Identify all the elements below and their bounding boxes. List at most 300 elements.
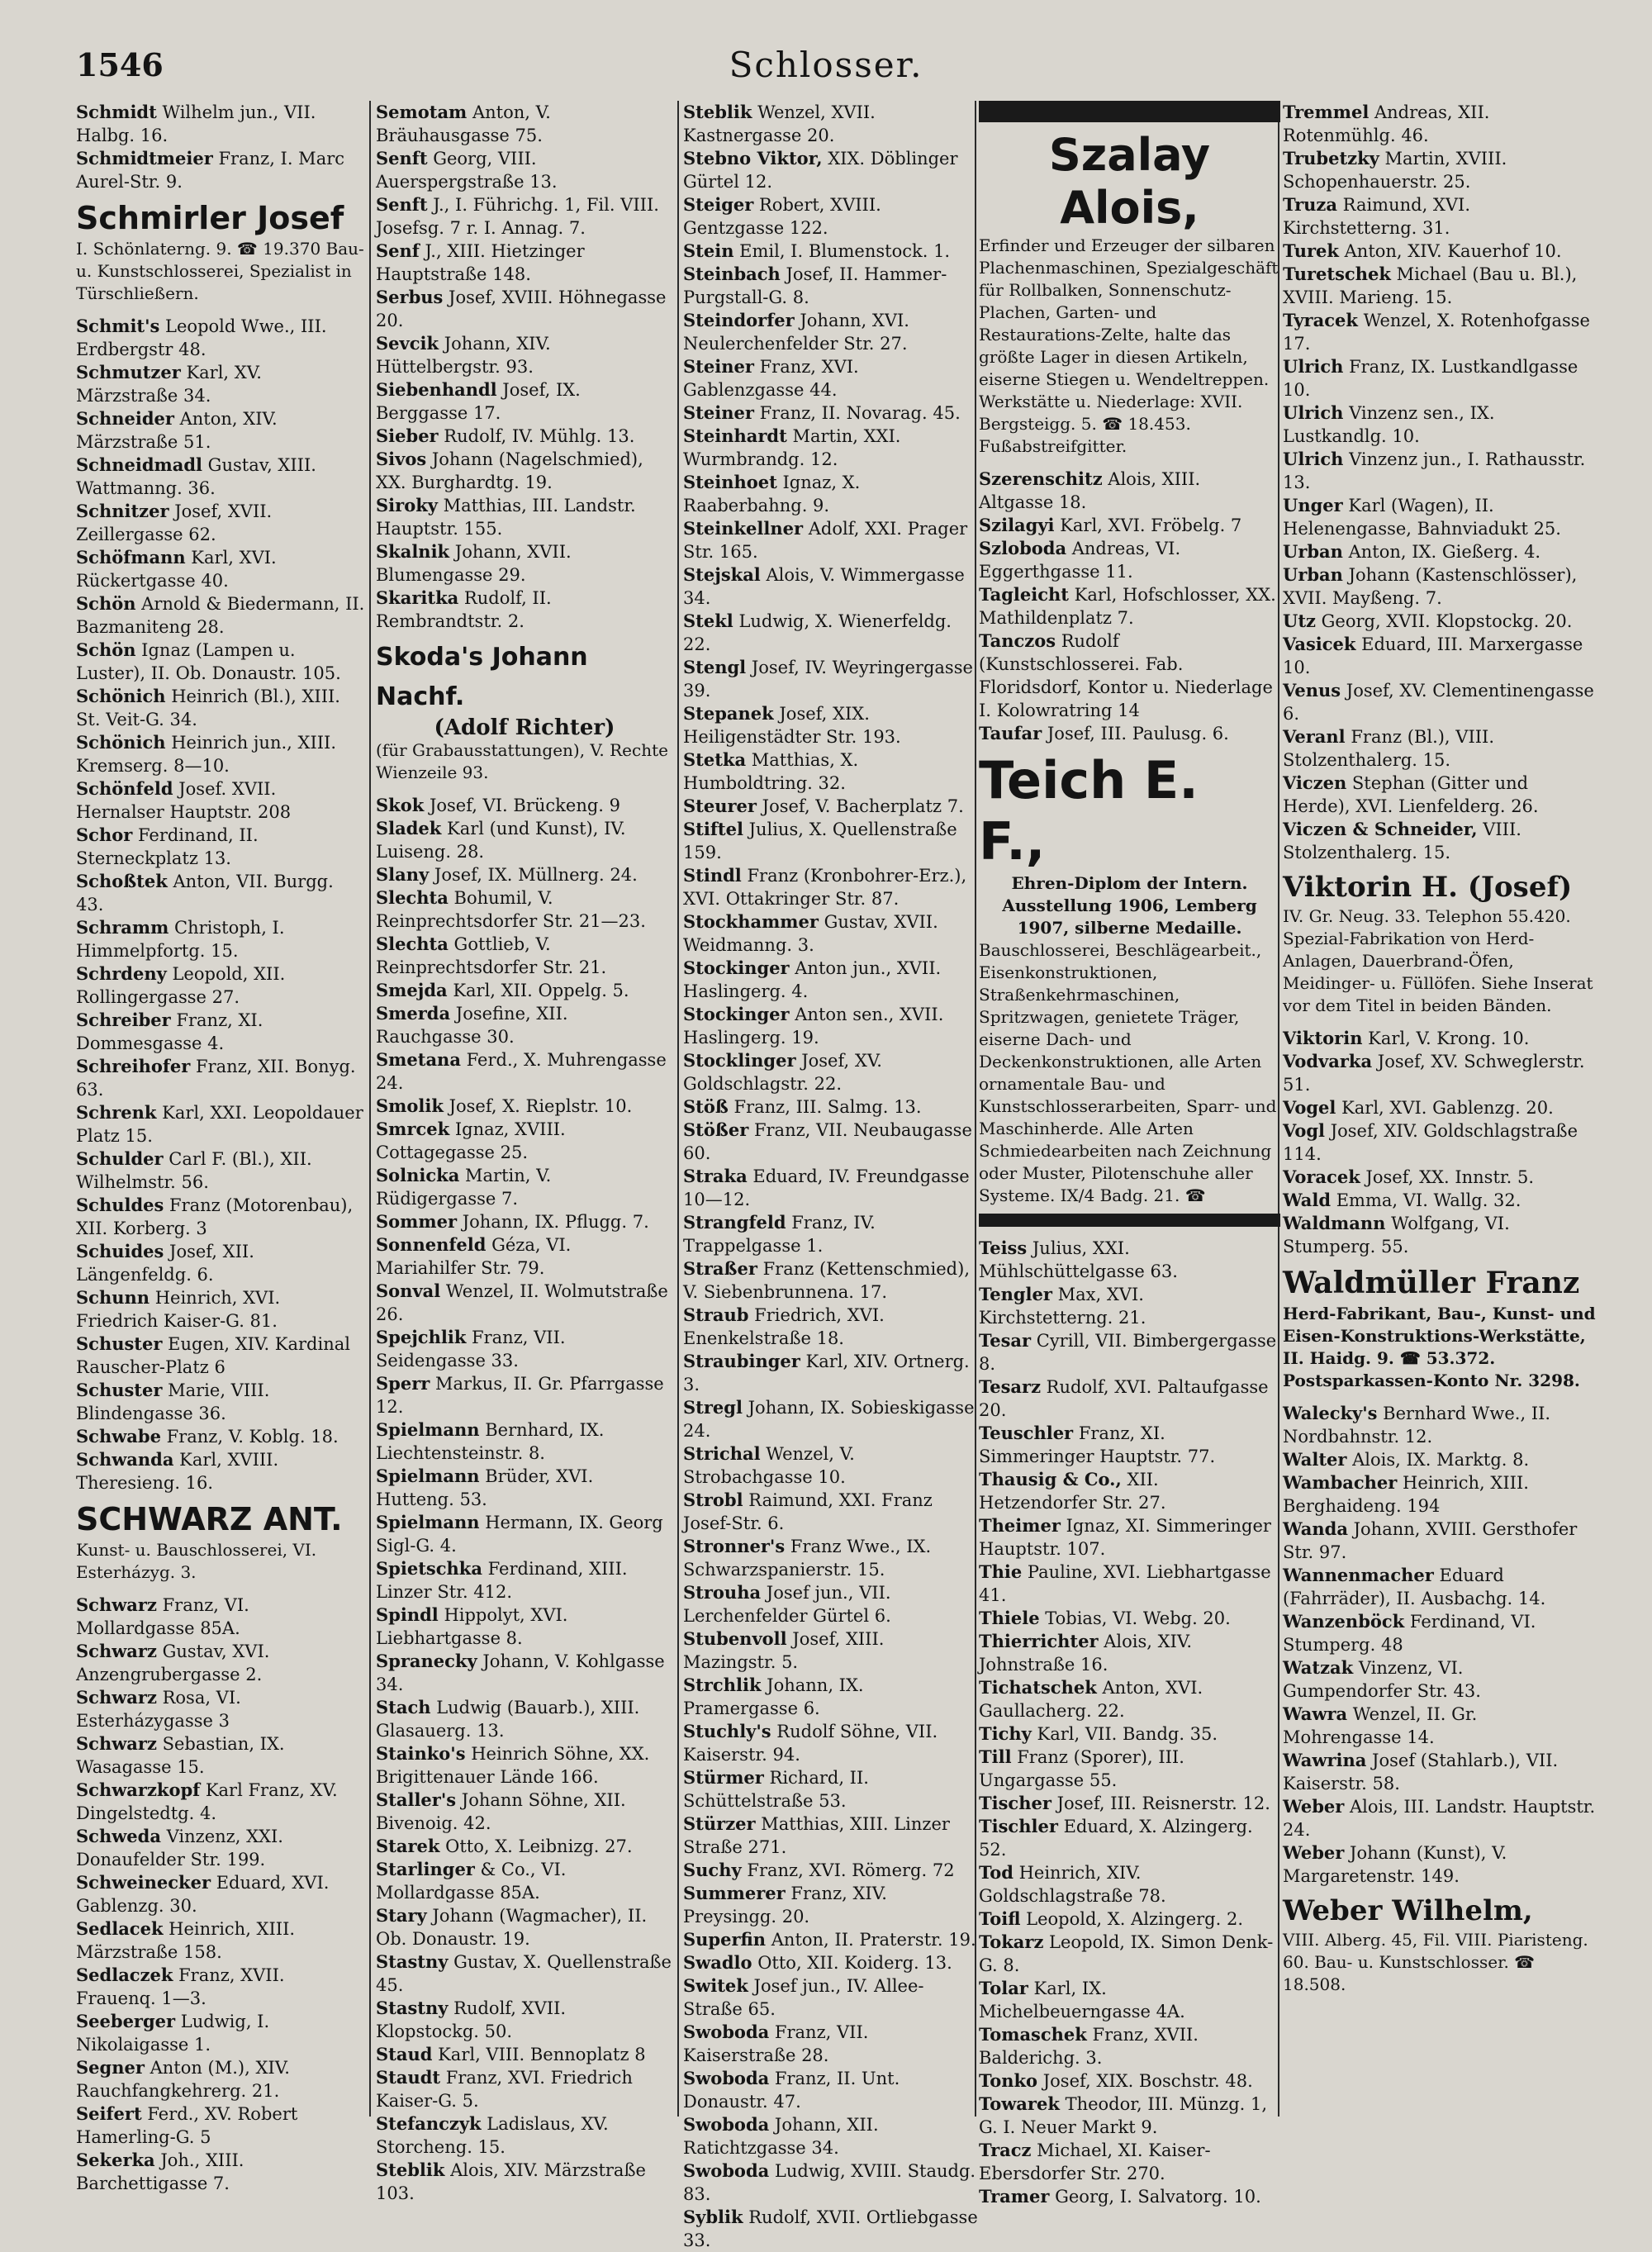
entry-name: Veranl bbox=[1283, 726, 1346, 747]
directory-entry bbox=[76, 870, 365, 916]
directory-entry bbox=[76, 1194, 365, 1240]
entry-details: Ludwig, X. Wienerfeldg. 22. bbox=[683, 611, 952, 654]
ad-name: Szalay Alois, bbox=[1048, 129, 1211, 234]
entry-name: Steindorfer bbox=[683, 310, 795, 330]
entry-name: Staudt bbox=[376, 2067, 441, 2088]
running-head: Schlosser. bbox=[729, 45, 923, 85]
entry-details: Matthias, III. Landstr. Hauptstr. 155. bbox=[376, 496, 636, 539]
ad-text: Kunst- u. Bauschlosserei, VI. Esterházyg. 3. bbox=[76, 1540, 317, 1582]
entry-details: Hippolyt, XVI. Liebhartgasse 8. bbox=[376, 1605, 568, 1648]
entry-details: Josef, XV. Schweglerstr. 51. bbox=[1283, 1052, 1585, 1095]
entry-name: Smejda bbox=[376, 980, 448, 1000]
directory-entry bbox=[76, 1101, 365, 1147]
entry-details: Franz, VII. Seidengasse 33. bbox=[376, 1328, 566, 1371]
directory-entry bbox=[979, 1931, 1280, 1977]
entry-name: Stainko's bbox=[376, 1743, 466, 1764]
entry-details: Marie, VIII. Blindengasse 36. bbox=[76, 1380, 270, 1423]
ad-text: (für Grabausstattungen), V. Rechte Wienzeile 93. bbox=[376, 740, 668, 782]
entry-name: Stregl bbox=[683, 1397, 743, 1418]
directory-entry bbox=[76, 1964, 365, 2010]
directory-entry bbox=[979, 722, 1280, 745]
directory-entry bbox=[1283, 1841, 1597, 1888]
entry-details: Franz, XVI. Römerg. 72 bbox=[741, 1860, 955, 1880]
entry-details: Franz, V. Koblg. 18. bbox=[160, 1427, 339, 1447]
entry-name: Stepanek bbox=[683, 703, 774, 724]
entry-name: Spranecky bbox=[376, 1651, 477, 1671]
entry-name: Schmidt bbox=[76, 102, 157, 122]
directory-entry bbox=[683, 1882, 980, 1928]
directory-entry bbox=[376, 1233, 673, 1280]
entry-details: Franz, II. Novarag. 45. bbox=[753, 403, 961, 423]
directory-entry bbox=[76, 1147, 365, 1194]
directory-entry bbox=[1283, 1749, 1597, 1795]
directory-entry bbox=[376, 193, 673, 240]
entry-details: Vinzenz jun., I. Rathausstr. 13. bbox=[1283, 449, 1586, 492]
entry-details: Rudolf (Kunstschlosserei. Fab. Floridsdorf, Kontor u. Niederlage I. Kolowratring 14 bbox=[979, 631, 1273, 720]
entry-details: Karl, XV. Märzstraße 34. bbox=[76, 363, 262, 406]
entry-name: Strchlik bbox=[683, 1675, 762, 1695]
entry-name: Spielmann bbox=[376, 1466, 480, 1486]
entry-details: Julius, X. Quellenstraße 159. bbox=[683, 820, 957, 862]
entry-name: Tramer bbox=[979, 2186, 1050, 2207]
entry-details: Johann, V. Kohlgasse 34. bbox=[376, 1651, 665, 1694]
entry-details: Max, XVI. Kirchstetterng. 21. bbox=[979, 1285, 1146, 1328]
entry-details: Rosa, VI. Esterházygasse 3 bbox=[76, 1688, 241, 1731]
ad-name: Teich E. F., bbox=[979, 750, 1199, 872]
entry-details: Raimund, XVI. Kirchstetterng. 31. bbox=[1283, 195, 1471, 238]
directory-entry bbox=[683, 610, 980, 656]
directory-entry bbox=[76, 1009, 365, 1055]
directory-entry bbox=[76, 101, 365, 147]
directory-entry bbox=[979, 2139, 1280, 2185]
entry-name: Suchy bbox=[683, 1860, 742, 1880]
directory-entry bbox=[1283, 240, 1597, 263]
entry-name: Siroky bbox=[376, 495, 438, 515]
entry-name: Till bbox=[979, 1746, 1012, 1767]
entry-name: Schwarz bbox=[76, 1733, 157, 1754]
entry-name: Steurer bbox=[683, 796, 757, 816]
directory-entry bbox=[376, 2159, 673, 2205]
entry-name: Tischler bbox=[979, 1816, 1058, 1836]
directory-entry bbox=[683, 1049, 980, 1095]
entry-details: Theodor, III. Münzg. 1, G. I. Neuer Markt 9. bbox=[979, 2094, 1268, 2137]
directory-entry bbox=[376, 587, 673, 633]
entry-name: Turek bbox=[1283, 240, 1339, 261]
directory-entry bbox=[1283, 1402, 1597, 1448]
entry-details: Carl F. (Bl.), XII. Wilhelmstr. 56. bbox=[76, 1149, 312, 1192]
entry-name: Spindl bbox=[376, 1604, 439, 1625]
directory-entry bbox=[1283, 1448, 1597, 1471]
directory-entry bbox=[376, 1835, 673, 1858]
entry-details: Heinrich Söhne, XX. Brigittenauer Lände 166. bbox=[376, 1744, 650, 1787]
entry-name: Spejchlik bbox=[376, 1327, 467, 1347]
directory-entry bbox=[1283, 448, 1597, 494]
entry-details: Franz, XI. Dommesgasse 4. bbox=[76, 1010, 263, 1053]
entry-name: Vogl bbox=[1283, 1120, 1326, 1141]
entry-name: Steinhardt bbox=[683, 425, 787, 446]
entry-name: Sommer bbox=[376, 1211, 458, 1232]
entry-details: Karl, Hofschlosser, XX. Mathildenplatz 7. bbox=[979, 585, 1276, 628]
directory-entry bbox=[683, 1581, 980, 1627]
entry-name: Slany bbox=[376, 864, 430, 885]
directory-entry bbox=[683, 1489, 980, 1535]
directory-entry bbox=[76, 1871, 365, 1917]
entry-details: Rudolf, II. Rembrandtstr. 2. bbox=[376, 588, 552, 631]
directory-entry bbox=[376, 794, 673, 817]
entry-name: Stockhammer bbox=[683, 911, 819, 932]
entry-details: Tobias, VI. Webg. 20. bbox=[1039, 1608, 1231, 1628]
entry-name: Szilagyi bbox=[979, 515, 1055, 535]
directory-entry bbox=[76, 1448, 365, 1494]
entry-details: Franz, IV. Trappelgasse 1. bbox=[683, 1213, 876, 1256]
directory-entry bbox=[979, 1468, 1280, 1514]
entry-details: Josef, XIII. Mazingstr. 5. bbox=[683, 1629, 885, 1672]
entry-name: Smerda bbox=[376, 1003, 451, 1024]
directory-entry bbox=[683, 101, 980, 147]
directory-entry bbox=[1283, 147, 1597, 193]
directory-entry bbox=[376, 1603, 673, 1650]
entry-details: Ludwig, I. Nikolaigasse 1. bbox=[76, 2012, 270, 2055]
entry-name: Thausig & Co., bbox=[979, 1469, 1122, 1489]
entry-name: Skaritka bbox=[376, 587, 459, 608]
directory-entry bbox=[683, 2206, 980, 2252]
entry-details: Anton, XIV. Kauerhof 10. bbox=[1338, 241, 1562, 261]
entry-name: Urban bbox=[1283, 564, 1343, 585]
entry-details: Johann, XVI. Neulerchenfelder Str. 27. bbox=[683, 311, 909, 354]
entry-details: Bernhard, IX. Liechtensteinstr. 8. bbox=[376, 1420, 605, 1463]
entry-details: Johann (Nagelschmied), XX. Burghardtg. 19. bbox=[376, 449, 643, 492]
directory-entry bbox=[76, 1286, 365, 1333]
directory-entry bbox=[979, 1977, 1280, 2023]
entry-name: Stetka bbox=[683, 749, 747, 770]
entry-name: Schwarz bbox=[76, 1594, 157, 1615]
entry-details: VIII. Stolzenthalerg. 15. bbox=[1283, 820, 1521, 862]
directory-entry bbox=[76, 685, 365, 731]
entry-details: Wilhelm jun., VII. Halbg. 16. bbox=[76, 102, 316, 145]
directory-entry bbox=[376, 1950, 673, 1997]
entry-details: Franz, XVI. Gablenzgasse 44. bbox=[683, 357, 859, 400]
entry-name: Stary bbox=[376, 1905, 427, 1926]
directory-entry bbox=[1283, 1027, 1597, 1050]
column-rule bbox=[369, 101, 371, 2117]
entry-name: Vogel bbox=[1283, 1097, 1336, 1118]
entry-details: Ferdinand, VI. Stumperg. 48 bbox=[1283, 1612, 1536, 1655]
directory-entry bbox=[376, 1372, 673, 1418]
entry-details: Gustav, XVII. Weidmanng. 3. bbox=[683, 912, 938, 955]
directory-entry bbox=[1283, 401, 1597, 448]
entry-name: Walecky's bbox=[1283, 1403, 1378, 1423]
entry-name: Tod bbox=[979, 1862, 1014, 1883]
entry-name: Stekl bbox=[683, 611, 733, 631]
advertisement bbox=[76, 1499, 365, 1584]
entry-details: Ludwig (Bauarb.), XIII. Glasauerg. 13. bbox=[376, 1698, 640, 1741]
entry-name: Swadlo bbox=[683, 1952, 752, 1973]
entry-details: Vinzenz, VI. Gumpendorfer Str. 43. bbox=[1283, 1658, 1481, 1701]
entry-name: Smolik bbox=[376, 1095, 444, 1116]
directory-entry bbox=[683, 1165, 980, 1211]
ad-rule bbox=[979, 101, 1280, 122]
entry-details: Alois, XIII. Altgasse 18. bbox=[979, 469, 1201, 512]
directory-entry bbox=[1283, 101, 1597, 147]
directory-entry bbox=[979, 1815, 1280, 1861]
directory-entry bbox=[76, 1240, 365, 1286]
entry-name: Seifert bbox=[76, 2103, 142, 2124]
directory-entry bbox=[376, 540, 673, 587]
entry-details: Karl (Wagen), II. Helenengasse, Bahnviadukt 25. bbox=[1283, 496, 1561, 539]
entry-name: Tichatschek bbox=[979, 1677, 1097, 1698]
entry-name: Schreihofer bbox=[76, 1056, 191, 1076]
entry-details: Alois, XIV. Märzstraße 103. bbox=[376, 2160, 646, 2203]
entry-name: Sieber bbox=[376, 425, 439, 446]
directory-entry bbox=[683, 1535, 980, 1581]
directory-entry bbox=[76, 1686, 365, 1732]
entry-details: Gustav, X. Quellenstraße 45. bbox=[376, 1952, 672, 1995]
entry-name: Viktorin bbox=[1283, 1028, 1363, 1048]
entry-name: Wanzenböck bbox=[1283, 1611, 1405, 1632]
directory-entry bbox=[979, 2185, 1280, 2208]
entry-name: Stindl bbox=[683, 865, 742, 886]
entry-name: Stronner's bbox=[683, 1536, 786, 1556]
directory-entry bbox=[1283, 1050, 1597, 1096]
ad-name: SCHWARZ ANT. bbox=[76, 1501, 343, 1537]
entry-name: Seeberger bbox=[76, 2011, 176, 2031]
directory-entry bbox=[979, 1792, 1280, 1815]
entry-name: Tichy bbox=[979, 1723, 1032, 1744]
directory-entry bbox=[76, 500, 365, 546]
entry-details: Wenzel, X. Rotenhofgasse 17. bbox=[1283, 311, 1590, 354]
directory-entry bbox=[683, 1951, 980, 1974]
entry-name: Smrcek bbox=[376, 1119, 450, 1139]
directory-entry bbox=[1283, 1471, 1597, 1518]
entry-details: Franz, XVII. Balderichg. 3. bbox=[979, 2025, 1199, 2068]
column-rule bbox=[677, 101, 679, 2117]
entry-details: Johann, IX. Pflugg. 7. bbox=[457, 1212, 649, 1232]
entry-name: Schuster bbox=[76, 1333, 163, 1354]
entry-name: Tagleicht bbox=[979, 584, 1069, 605]
directory-entry bbox=[683, 2159, 980, 2206]
entry-details: Emma, VI. Wallg. 32. bbox=[1331, 1190, 1521, 1210]
entry-details: Karl Franz, XV. Dingelstedtg. 4. bbox=[76, 1780, 338, 1823]
entry-name: Spielmann bbox=[376, 1419, 480, 1440]
entry-name: Sedlaczek bbox=[76, 1965, 173, 1985]
directory-entry bbox=[76, 1594, 365, 1640]
entry-name: Schmidtmeier bbox=[76, 148, 213, 169]
directory-entry bbox=[1283, 1518, 1597, 1564]
entry-details: Heinrich, XIV. Goldschlagstraße 78. bbox=[979, 1863, 1166, 1906]
entry-details: Markus, II. Gr. Pfarrgasse 12. bbox=[376, 1374, 664, 1417]
entry-details: Josef, IV. Weyringergasse 39. bbox=[683, 658, 973, 701]
directory-entry bbox=[76, 916, 365, 962]
advertisement-viktorin bbox=[1283, 869, 1597, 1017]
entry-details: Franz, VII. Kaiserstraße 28. bbox=[683, 2022, 869, 2065]
directory-entry bbox=[76, 639, 365, 685]
directory-entry bbox=[376, 448, 673, 494]
entry-details: Martin, V. Rüdigergasse 7. bbox=[376, 1166, 552, 1209]
directory-entry bbox=[76, 315, 365, 361]
entry-name: Waldmann bbox=[1283, 1213, 1386, 1233]
directory-entry bbox=[1283, 1096, 1597, 1119]
directory-entry bbox=[979, 468, 1280, 514]
entry-details: XII. Hetzendorfer Str. 27. bbox=[979, 1470, 1166, 1513]
entry-name: Stürzer bbox=[683, 1813, 756, 1834]
directory-entry bbox=[1283, 1212, 1597, 1258]
directory-entry bbox=[76, 731, 365, 777]
entry-details: XIX. Döblinger Gürtel 12. bbox=[683, 149, 958, 192]
directory-entry bbox=[376, 147, 673, 193]
directory-entry bbox=[376, 425, 673, 448]
entry-details: Josef, II. Hammer-Purgstall-G. 8. bbox=[683, 264, 947, 307]
entry-details: Joh., XIII. Barchettigasse 7. bbox=[76, 2150, 244, 2193]
entry-details: Stephan (Gitter und Herde), XVI. Lienfelderg. 26. bbox=[1283, 773, 1539, 816]
entry-name: Stastny bbox=[376, 1951, 449, 1972]
directory-entry bbox=[76, 1779, 365, 1825]
entry-details: Josef, XII. Längenfeldg. 6. bbox=[76, 1242, 254, 1285]
entry-details: Josef, IX. Müllnerg. 24. bbox=[429, 865, 638, 885]
directory-entry bbox=[1283, 494, 1597, 540]
entry-details: Julius, XXI. Mühlschüttelgasse 63. bbox=[979, 1238, 1178, 1281]
directory-entry bbox=[1283, 1703, 1597, 1749]
directory-entry bbox=[376, 1742, 673, 1789]
entry-details: Anton, VII. Burgg. 43. bbox=[76, 872, 334, 915]
directory-entry bbox=[683, 656, 980, 702]
entry-details: Alois, V. Wimmergasse 34. bbox=[683, 565, 965, 608]
entry-name: Steiger bbox=[683, 194, 754, 215]
entry-details: Cyrill, VII. Bimbergergasse 8. bbox=[979, 1331, 1277, 1374]
entry-name: Straubinger bbox=[683, 1351, 800, 1371]
directory-entry bbox=[376, 2043, 673, 2066]
directory-entry bbox=[979, 1375, 1280, 1422]
entry-details: Otto, X. Leibnizg. 27. bbox=[439, 1836, 633, 1856]
entry-details: Josef, XX. Innstr. 5. bbox=[1360, 1167, 1534, 1187]
entry-details: Alois, XIV. Johnstraße 16. bbox=[979, 1632, 1192, 1675]
directory-entry bbox=[376, 1650, 673, 1696]
entry-details: Johann (Wagmacher), II. Ob. Donaustr. 19. bbox=[376, 1906, 648, 1949]
entry-details: Franz, XI. Simmeringer Hauptstr. 77. bbox=[979, 1423, 1216, 1466]
entry-details: Franz, IX. Lustkandlgasse 10. bbox=[1283, 357, 1578, 400]
ad-award: Ehren-Diplom der Intern. Ausstellung 1906, Lemberg 1907, silberne Medaille. bbox=[1002, 873, 1257, 938]
entry-details: Gustav, XIII. Wattmanng. 36. bbox=[76, 455, 316, 498]
entry-details: Eugen, XIV. Kardinal Rauscher-Platz 6 bbox=[76, 1334, 350, 1377]
entry-name: Siebenhandl bbox=[376, 379, 497, 400]
directory-entry bbox=[76, 1732, 365, 1779]
entry-details: Karl, VII. Bandg. 35. bbox=[1031, 1724, 1218, 1744]
entry-name: Thierrichter bbox=[979, 1631, 1099, 1651]
entry-name: Stockinger bbox=[683, 1004, 790, 1024]
entry-name: Weber bbox=[1283, 1796, 1345, 1817]
advertisement bbox=[76, 198, 365, 305]
entry-details: Josef, XIX. Boschstr. 48. bbox=[1037, 2071, 1253, 2091]
directory-entry bbox=[76, 962, 365, 1009]
entry-details: Eduard, XVI. Gablenzg. 30. bbox=[76, 1873, 330, 1916]
entry-details: Alois, IX. Marktg. 8. bbox=[1346, 1450, 1530, 1470]
entry-details: Johann, XVII. Blumengasse 29. bbox=[376, 542, 572, 585]
directory-entry bbox=[683, 910, 980, 957]
directory-entry bbox=[76, 777, 365, 824]
entry-name: Stößer bbox=[683, 1119, 749, 1140]
entry-details: Ignaz, X. Raaberbahng. 9. bbox=[683, 473, 861, 515]
directory-entry bbox=[979, 583, 1280, 630]
entry-details: Georg, VIII. Auerspergstraße 13. bbox=[376, 149, 558, 192]
entry-name: Sladek bbox=[376, 818, 442, 839]
entry-details: Franz, III. Salmg. 13. bbox=[728, 1097, 922, 1117]
directory-entry bbox=[1283, 193, 1597, 240]
entry-details: Franz, VI. Mollardgasse 85A. bbox=[76, 1595, 249, 1638]
column-4 bbox=[979, 101, 1280, 2207]
directory-entry bbox=[683, 517, 980, 563]
directory-entry bbox=[683, 425, 980, 471]
directory-entry bbox=[683, 748, 980, 795]
directory-entry bbox=[1283, 1119, 1597, 1166]
entry-name: Tomaschek bbox=[979, 2024, 1087, 2045]
entry-name: Schön bbox=[76, 593, 136, 614]
directory-entry bbox=[1283, 540, 1597, 563]
entry-details: Johann, IX. Sobieskigasse 24. bbox=[683, 1398, 975, 1441]
directory-entry bbox=[76, 2010, 365, 2056]
entry-details: Gottlieb, V. Reinprechtsdorfer Str. 21. bbox=[376, 934, 607, 977]
advertisement-teich bbox=[979, 750, 1280, 1227]
directory-entry bbox=[76, 1640, 365, 1686]
entry-name: Senf bbox=[376, 240, 420, 261]
entry-name: Straka bbox=[683, 1166, 748, 1186]
entry-name: Schulder bbox=[76, 1148, 164, 1169]
directory-entry bbox=[76, 1333, 365, 1379]
entry-details: Friedrich, XVI. Enenkelstraße 18. bbox=[683, 1305, 885, 1348]
entry-details: Johann, XIV. Hüttelbergstr. 93. bbox=[376, 334, 551, 377]
directory-entry bbox=[76, 454, 365, 500]
entry-name: Viczen bbox=[1283, 772, 1347, 793]
directory-entry bbox=[76, 1825, 365, 1871]
entry-name: Schön bbox=[76, 639, 136, 660]
directory-entry bbox=[376, 240, 673, 286]
directory-entry bbox=[683, 193, 980, 240]
entry-details: Leopold, IX. Simon Denk-G. 8. bbox=[979, 1932, 1274, 1975]
entry-name: Schneider bbox=[76, 408, 174, 429]
ad-text: I. Schönlaterng. 9. ☎ 19.370 Bau- u. Kunstschlosserei, Spezialist in Türschließern. bbox=[76, 239, 364, 303]
entry-details: Franz (Kronbohrer-Erz.), XVI. Ottakringer Str. 87. bbox=[683, 866, 967, 909]
entry-name: Tremmel bbox=[1283, 102, 1370, 122]
entry-name: Tesar bbox=[979, 1330, 1032, 1351]
entry-name: Schwarz bbox=[76, 1641, 157, 1661]
advertisement bbox=[376, 638, 673, 784]
directory-entry bbox=[1283, 355, 1597, 401]
directory-entry bbox=[683, 1211, 980, 1257]
entry-name: Schreiber bbox=[76, 1010, 171, 1030]
directory-entry bbox=[683, 1304, 980, 1350]
entry-details: Josef, IX. Berggasse 17. bbox=[376, 380, 581, 423]
directory-entry bbox=[376, 332, 673, 378]
entry-name: Stastny bbox=[376, 1998, 449, 2018]
directory-entry bbox=[1283, 610, 1597, 633]
directory-entry bbox=[376, 1465, 673, 1511]
ad-name: Waldmüller Franz bbox=[1283, 1266, 1580, 1300]
directory-entry bbox=[1283, 725, 1597, 772]
directory-entry bbox=[979, 1514, 1280, 1561]
directory-entry bbox=[979, 537, 1280, 583]
directory-entry bbox=[979, 1329, 1280, 1375]
entry-details: Anton, II. Praterstr. 19. bbox=[766, 1930, 976, 1950]
entry-details: Adolf, XXI. Prager Str. 165. bbox=[683, 519, 968, 562]
entry-name: Starlinger bbox=[376, 1859, 475, 1879]
entry-details: Ferdinand, XIII. Linzer Str. 412. bbox=[376, 1559, 628, 1602]
entry-details: Franz, XVI. Friedrich Kaiser-G. 5. bbox=[376, 2068, 633, 2111]
entry-name: Tanczos bbox=[979, 630, 1056, 651]
directory-entry bbox=[683, 401, 980, 425]
entry-details: Heinrich, XVI. Friedrich Kaiser-G. 81. bbox=[76, 1288, 281, 1331]
entry-details: Franz, I. Marc Aurel-Str. 9. bbox=[76, 149, 345, 192]
entry-name: Sevcik bbox=[376, 333, 439, 354]
entry-name: Tonko bbox=[979, 2070, 1038, 2091]
entry-details: Josef, VI. Brückeng. 9 bbox=[424, 796, 620, 815]
